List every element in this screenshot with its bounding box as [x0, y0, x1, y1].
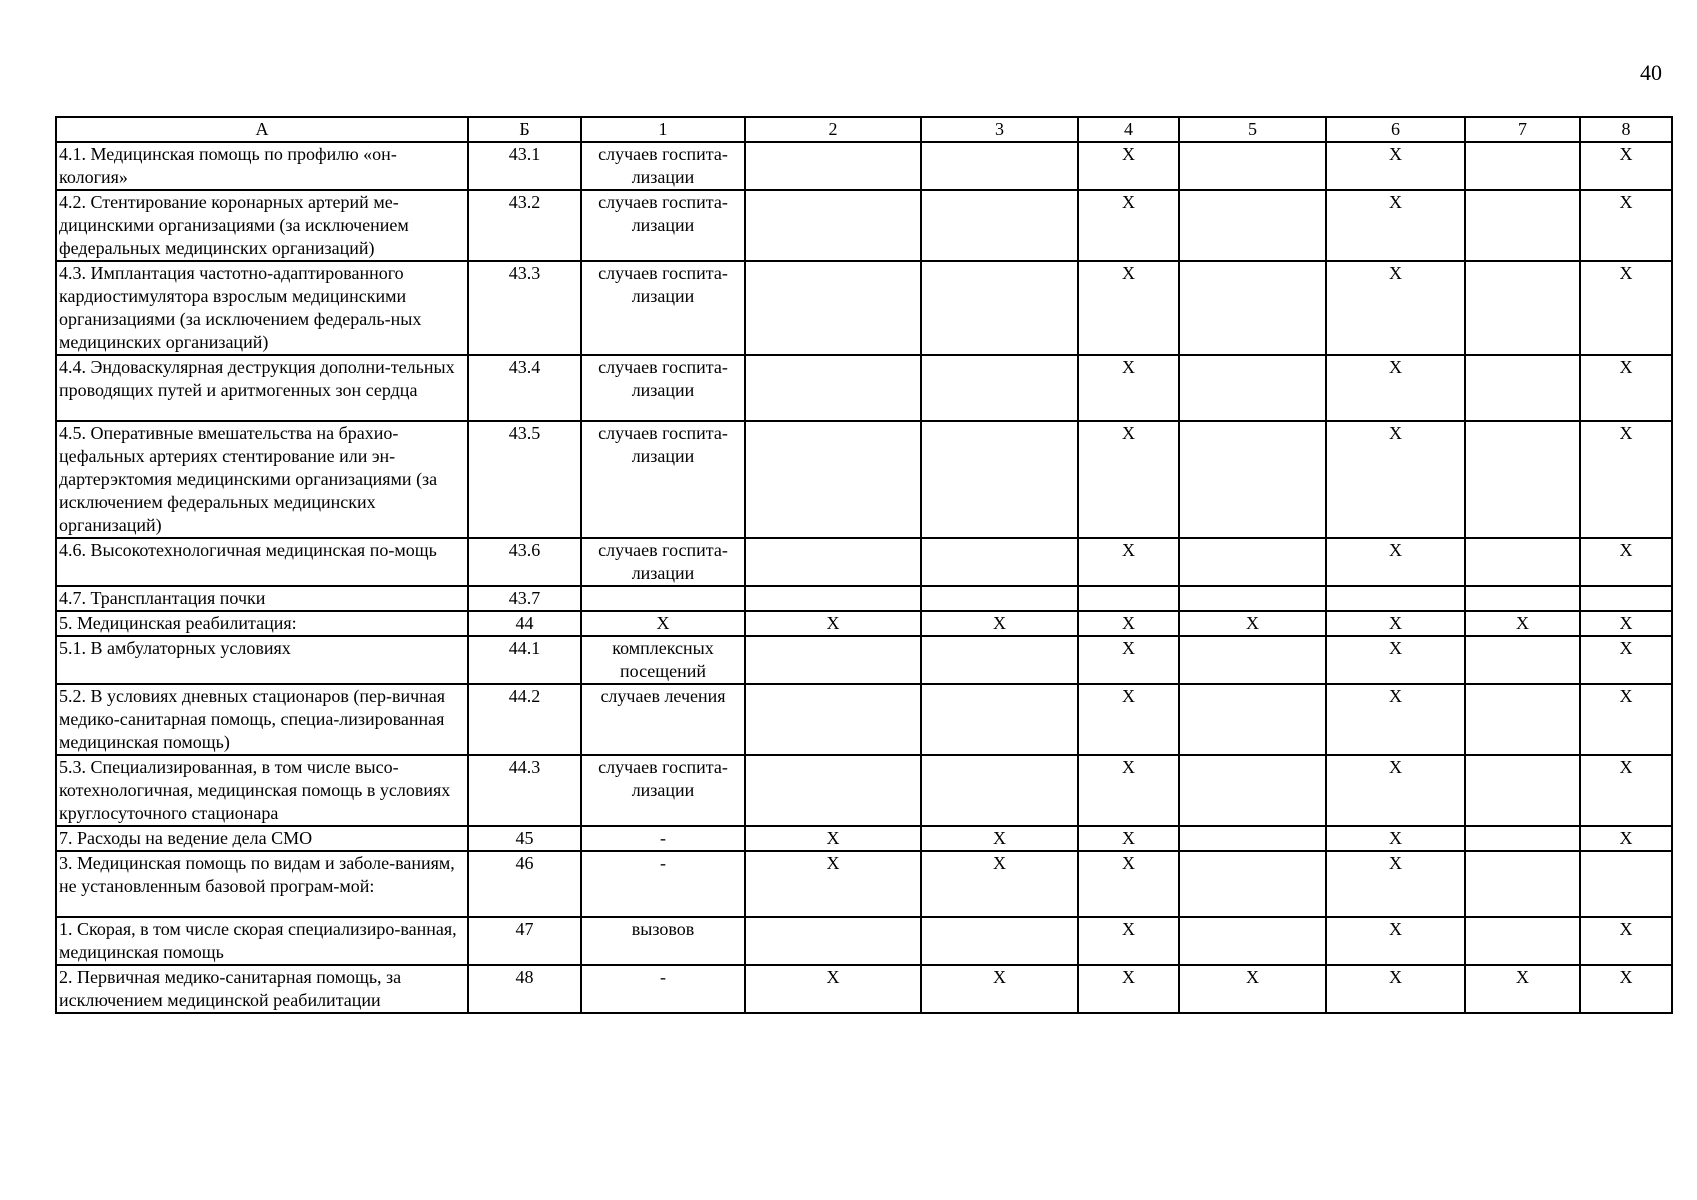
col-5-cell	[1179, 684, 1326, 755]
row-name-cell: 7. Расходы на ведение дела СМО	[56, 826, 468, 851]
row-unit-cell: -	[581, 826, 745, 851]
col-5-cell: X	[1179, 965, 1326, 1013]
col-8-cell: X	[1580, 261, 1672, 355]
col-4-cell	[1078, 586, 1179, 611]
col-7-cell	[1465, 636, 1580, 684]
column-header-8: 8	[1580, 117, 1672, 142]
row-code-cell: 43.5	[468, 421, 581, 538]
col-4-cell: X	[1078, 538, 1179, 586]
row-code-cell: 43.3	[468, 261, 581, 355]
col-2-cell	[745, 755, 921, 826]
col-6-cell: X	[1326, 755, 1465, 826]
row-name-cell: 1. Скорая, в том числе скорая специализиро-ванная, медицинская помощь	[56, 917, 468, 965]
col-5-cell	[1179, 755, 1326, 826]
table-row	[56, 851, 1672, 917]
col-8-cell: X	[1580, 684, 1672, 755]
col-6-cell: X	[1326, 917, 1465, 965]
row-unit-cell: случаев госпита-лизации	[581, 190, 745, 261]
col-3-cell	[921, 261, 1078, 355]
table-row	[56, 190, 1672, 261]
table-row	[56, 421, 1672, 538]
col-6-cell	[1326, 586, 1465, 611]
col-2-cell	[745, 421, 921, 538]
col-5-cell	[1179, 851, 1326, 917]
col-7-cell	[1465, 917, 1580, 965]
table-row	[56, 586, 1672, 611]
col-3-cell	[921, 190, 1078, 261]
row-name-cell: 4.3. Имплантация частотно-адаптированного кардиостимулятора взрослым медицинскими организациями (за исключением федераль-ных медицинских организаций)	[56, 261, 468, 355]
col-6-cell: X	[1326, 684, 1465, 755]
col-7-cell	[1465, 826, 1580, 851]
row-code-cell: 44.1	[468, 636, 581, 684]
col-2-cell: X	[745, 965, 921, 1013]
row-unit-cell: случаев госпита-лизации	[581, 755, 745, 826]
data-table	[55, 116, 1673, 1014]
col-4-cell: X	[1078, 261, 1179, 355]
row-unit-cell: случаев лечения	[581, 684, 745, 755]
row-unit-cell: случаев госпита-лизации	[581, 261, 745, 355]
col-4-cell: X	[1078, 755, 1179, 826]
col-7-cell	[1465, 755, 1580, 826]
col-4-cell: X	[1078, 826, 1179, 851]
row-name-cell: 4.4. Эндоваскулярная деструкция дополни-тельных проводящих путей и аритмогенных зон сердца	[56, 355, 468, 421]
table-row	[56, 611, 1672, 636]
row-code-cell: 47	[468, 917, 581, 965]
col-8-cell: X	[1580, 965, 1672, 1013]
row-unit-cell: вызовов	[581, 917, 745, 965]
col-7-cell	[1465, 538, 1580, 586]
col-7-cell: X	[1465, 611, 1580, 636]
col-5-cell: X	[1179, 611, 1326, 636]
col-3-cell: X	[921, 851, 1078, 917]
row-unit-cell: -	[581, 965, 745, 1013]
table-row	[56, 965, 1672, 1013]
col-7-cell	[1465, 142, 1580, 190]
col-7-cell	[1465, 190, 1580, 261]
col-2-cell	[745, 684, 921, 755]
col-5-cell	[1179, 421, 1326, 538]
row-name-cell: 5.2. В условиях дневных стационаров (пер-вичная медико-санитарная помощь, специа-лизированная медицинская помощь)	[56, 684, 468, 755]
table-row	[56, 636, 1672, 684]
row-name-cell: 4.7. Трансплантация почки	[56, 586, 468, 611]
col-5-cell	[1179, 142, 1326, 190]
col-8-cell: X	[1580, 538, 1672, 586]
col-5-cell	[1179, 826, 1326, 851]
table-row	[56, 684, 1672, 755]
row-unit-cell: -	[581, 851, 745, 917]
col-2-cell	[745, 636, 921, 684]
column-header-1: 1	[581, 117, 745, 142]
row-code-cell: 48	[468, 965, 581, 1013]
row-name-cell: 3. Медицинская помощь по видам и заболе-ваниям, не установленным базовой програм-мой:	[56, 851, 468, 917]
col-4-cell: X	[1078, 851, 1179, 917]
col-2-cell	[745, 261, 921, 355]
table-row	[56, 355, 1672, 421]
row-name-cell: 5. Медицинская реабилитация:	[56, 611, 468, 636]
col-3-cell	[921, 538, 1078, 586]
col-4-cell: X	[1078, 611, 1179, 636]
col-4-cell: X	[1078, 142, 1179, 190]
row-code-cell: 44.2	[468, 684, 581, 755]
row-name-cell: 4.5. Оперативные вмешательства на брахио-цефальных артериях стентирование или эн-дартерэктомия медицинскими организациями (за исключением федеральных медицинских организаций)	[56, 421, 468, 538]
col-4-cell: X	[1078, 636, 1179, 684]
col-7-cell	[1465, 421, 1580, 538]
row-unit-cell: случаев госпита-лизации	[581, 421, 745, 538]
col-2-cell: X	[745, 611, 921, 636]
row-unit-cell: случаев госпита-лизации	[581, 538, 745, 586]
col-6-cell: X	[1326, 538, 1465, 586]
row-code-cell: 44.3	[468, 755, 581, 826]
table-row	[56, 917, 1672, 965]
row-name-cell: 4.1. Медицинская помощь по профилю «он-кология»	[56, 142, 468, 190]
col-3-cell: X	[921, 611, 1078, 636]
col-6-cell: X	[1326, 851, 1465, 917]
col-8-cell: X	[1580, 917, 1672, 965]
col-5-cell	[1179, 917, 1326, 965]
column-header-a: А	[56, 117, 468, 142]
row-code-cell: 43.7	[468, 586, 581, 611]
col-6-cell: X	[1326, 142, 1465, 190]
col-5-cell	[1179, 538, 1326, 586]
col-3-cell: X	[921, 965, 1078, 1013]
col-7-cell: X	[1465, 965, 1580, 1013]
col-6-cell: X	[1326, 190, 1465, 261]
table-row	[56, 538, 1672, 586]
col-5-cell	[1179, 586, 1326, 611]
col-4-cell: X	[1078, 190, 1179, 261]
col-8-cell: X	[1580, 611, 1672, 636]
col-5-cell	[1179, 355, 1326, 421]
column-header-b: Б	[468, 117, 581, 142]
col-7-cell	[1465, 586, 1580, 611]
row-code-cell: 43.4	[468, 355, 581, 421]
col-8-cell	[1580, 851, 1672, 917]
col-3-cell	[921, 586, 1078, 611]
row-unit-cell	[581, 586, 745, 611]
col-2-cell: X	[745, 851, 921, 917]
col-4-cell: X	[1078, 355, 1179, 421]
col-2-cell: X	[745, 826, 921, 851]
table-row	[56, 755, 1672, 826]
col-3-cell	[921, 421, 1078, 538]
col-5-cell	[1179, 261, 1326, 355]
col-6-cell: X	[1326, 355, 1465, 421]
col-5-cell	[1179, 190, 1326, 261]
row-code-cell: 43.6	[468, 538, 581, 586]
row-name-cell: 5.1. В амбулаторных условиях	[56, 636, 468, 684]
col-3-cell	[921, 684, 1078, 755]
col-6-cell: X	[1326, 826, 1465, 851]
row-name-cell: 4.6. Высокотехнологичная медицинская по-мощь	[56, 538, 468, 586]
col-8-cell: X	[1580, 421, 1672, 538]
col-8-cell: X	[1580, 636, 1672, 684]
column-header-7: 7	[1465, 117, 1580, 142]
col-6-cell: X	[1326, 965, 1465, 1013]
col-2-cell	[745, 538, 921, 586]
row-name-cell: 4.2. Стентирование коронарных артерий ме-дицинскими организациями (за исключением федеральных медицинских организаций)	[56, 190, 468, 261]
col-3-cell	[921, 917, 1078, 965]
column-header-2: 2	[745, 117, 921, 142]
col-8-cell	[1580, 586, 1672, 611]
col-6-cell: X	[1326, 261, 1465, 355]
row-unit-cell: случаев госпита-лизации	[581, 355, 745, 421]
row-name-cell: 2. Первичная медико-санитарная помощь, за исключением медицинской реабилитации	[56, 965, 468, 1013]
col-4-cell: X	[1078, 684, 1179, 755]
col-2-cell	[745, 190, 921, 261]
col-6-cell: X	[1326, 611, 1465, 636]
table-header	[56, 117, 1672, 142]
col-8-cell: X	[1580, 755, 1672, 826]
col-2-cell	[745, 586, 921, 611]
col-7-cell	[1465, 684, 1580, 755]
header-row	[56, 117, 1672, 142]
row-unit-cell: случаев госпита-лизации	[581, 142, 745, 190]
col-8-cell: X	[1580, 190, 1672, 261]
page-number: 40	[1640, 60, 1662, 85]
col-7-cell	[1465, 851, 1580, 917]
table-row	[56, 826, 1672, 851]
col-4-cell: X	[1078, 965, 1179, 1013]
col-5-cell	[1179, 636, 1326, 684]
row-code-cell: 44	[468, 611, 581, 636]
col-3-cell	[921, 636, 1078, 684]
column-header-3: 3	[921, 117, 1078, 142]
column-header-4: 4	[1078, 117, 1179, 142]
column-header-5: 5	[1179, 117, 1326, 142]
col-4-cell: X	[1078, 917, 1179, 965]
table-row	[56, 261, 1672, 355]
col-4-cell: X	[1078, 421, 1179, 538]
col-2-cell	[745, 142, 921, 190]
row-code-cell: 43.1	[468, 142, 581, 190]
row-unit-cell: X	[581, 611, 745, 636]
row-code-cell: 45	[468, 826, 581, 851]
col-8-cell: X	[1580, 826, 1672, 851]
col-2-cell	[745, 355, 921, 421]
col-6-cell: X	[1326, 636, 1465, 684]
table-body	[56, 142, 1672, 1013]
row-name-cell: 5.3. Специализированная, в том числе высо-котехнологичная, медицинская помощь в условиях круглосуточного стационара	[56, 755, 468, 826]
col-6-cell: X	[1326, 421, 1465, 538]
col-8-cell: X	[1580, 142, 1672, 190]
row-code-cell: 43.2	[468, 190, 581, 261]
col-3-cell	[921, 355, 1078, 421]
col-2-cell	[745, 917, 921, 965]
col-3-cell	[921, 142, 1078, 190]
column-header-6: 6	[1326, 117, 1465, 142]
col-3-cell: X	[921, 826, 1078, 851]
col-8-cell: X	[1580, 355, 1672, 421]
col-7-cell	[1465, 355, 1580, 421]
table-row	[56, 142, 1672, 190]
col-3-cell	[921, 755, 1078, 826]
row-unit-cell: комплексных посещений	[581, 636, 745, 684]
col-7-cell	[1465, 261, 1580, 355]
row-code-cell: 46	[468, 851, 581, 917]
